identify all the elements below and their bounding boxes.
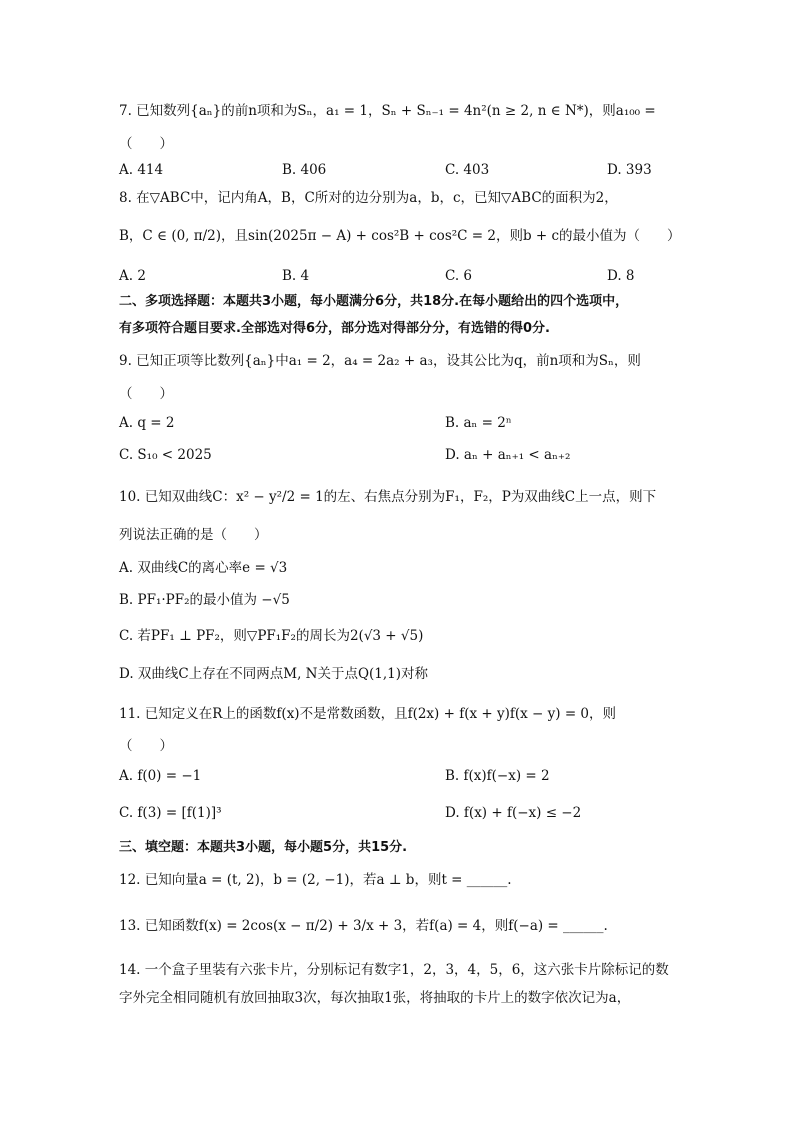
section2-heading-line1: 二、多项选择题：本题共3小题，每小题满分6分，共18分.在每小题给出的四个选项中， xyxy=(119,294,629,309)
q14-line1: 14. 一个盒子里装有六张卡片，分别标记有数字1，2，3，4，5，6，这六张卡片除标记的数 xyxy=(119,962,669,978)
q9-option-d: D. aₙ + aₙ₊₁ < aₙ₊₂ xyxy=(445,447,571,463)
q13-stem: 13. 已知函数f(x) = 2cos(x − π/2) + 3/x + 3，若f(a) = 4，则f(−a) = ______. xyxy=(119,918,608,934)
q9-option-c: C. S₁₀ < 2025 xyxy=(119,447,212,463)
q7-option-d: D. 393 xyxy=(607,162,652,178)
q7-option-a: A. 414 xyxy=(119,162,164,178)
q7-stem: 7. 已知数列{aₙ}的前n项和为Sₙ，a₁ = 1，Sₙ + Sₙ₋₁ = 4n²(n ≥ 2, n ∈ N*)，则a₁₀₀ = xyxy=(119,103,656,119)
q7-option-b: B. 406 xyxy=(282,162,327,178)
q10-option-b: B. PF₁·PF₂的最小值为 −√5 xyxy=(119,592,290,608)
q10-stem-line2: 列说法正确的是（ ） xyxy=(119,527,268,543)
q10-option-c: C. 若PF₁ ⊥ PF₂，则▽PF₁F₂的周长为2(√3 + √5) xyxy=(119,628,424,644)
q10-option-d: D. 双曲线C上存在不同两点M, N关于点Q(1,1)对称 xyxy=(119,666,429,682)
q8-option-d: D. 8 xyxy=(607,268,635,284)
q7-paren: （ ） xyxy=(119,136,173,152)
q8-option-c: C. 6 xyxy=(445,268,473,284)
q8-option-a: A. 2 xyxy=(119,268,146,284)
q8-stem-line1: 8. 在▽ABC中，记内角A，B，C所对的边分别为a，b，c，已知▽ABC的面积为2， xyxy=(119,190,618,206)
q9-option-a: A. q = 2 xyxy=(119,415,175,431)
q10-option-a: A. 双曲线C的离心率e = √3 xyxy=(119,560,288,576)
q8-stem-line2: B，C ∈ (0, π/2)，且sin(2025π − A) + cos²B + cos²C = 2，则b + c的最小值为（ ） xyxy=(119,228,681,244)
q9-option-b: B. aₙ = 2ⁿ xyxy=(445,415,512,431)
q14-line2: 字外完全相同随机有放回抽取3次，每次抽取1张，将抽取的卡片上的数字依次记为a， xyxy=(119,990,631,1006)
section2-heading-line2: 有多项符合题目要求.全部选对得6分，部分选对得部分分，有选错的得0分. xyxy=(119,321,550,336)
section3-heading: 三、填空题：本题共3小题，每小题5分，共15分. xyxy=(119,840,408,855)
q11-paren: （ ） xyxy=(119,738,173,754)
q11-option-c: C. f(3) = [f(1)]³ xyxy=(119,805,222,821)
q7-option-c: C. 403 xyxy=(445,162,490,178)
q10-stem-line1: 10. 已知双曲线C：x² − y²/2 = 1的左、右焦点分别为F₁，F₂，P为双曲线C上一点，则下 xyxy=(119,489,657,505)
q12-stem: 12. 已知向量a = (t, 2)，b = (2, −1)，若a ⊥ b，则t = ______. xyxy=(119,872,512,888)
q9-paren: （ ） xyxy=(119,386,173,402)
q8-option-b: B. 4 xyxy=(282,268,310,284)
q9-stem: 9. 已知正项等比数列{aₙ}中a₁ = 2，a₄ = 2a₂ + a₃，设其公比为q，前n项和为Sₙ，则 xyxy=(119,353,641,369)
q11-option-b: B. f(x)f(−x) = 2 xyxy=(445,768,550,784)
q11-option-d: D. f(x) + f(−x) ≤ −2 xyxy=(445,805,582,821)
q11-option-a: A. f(0) = −1 xyxy=(119,768,202,784)
q11-stem: 11. 已知定义在R上的函数f(x)不是常数函数，且f(2x) + f(x + y)f(x − y) = 0，则 xyxy=(119,706,617,722)
